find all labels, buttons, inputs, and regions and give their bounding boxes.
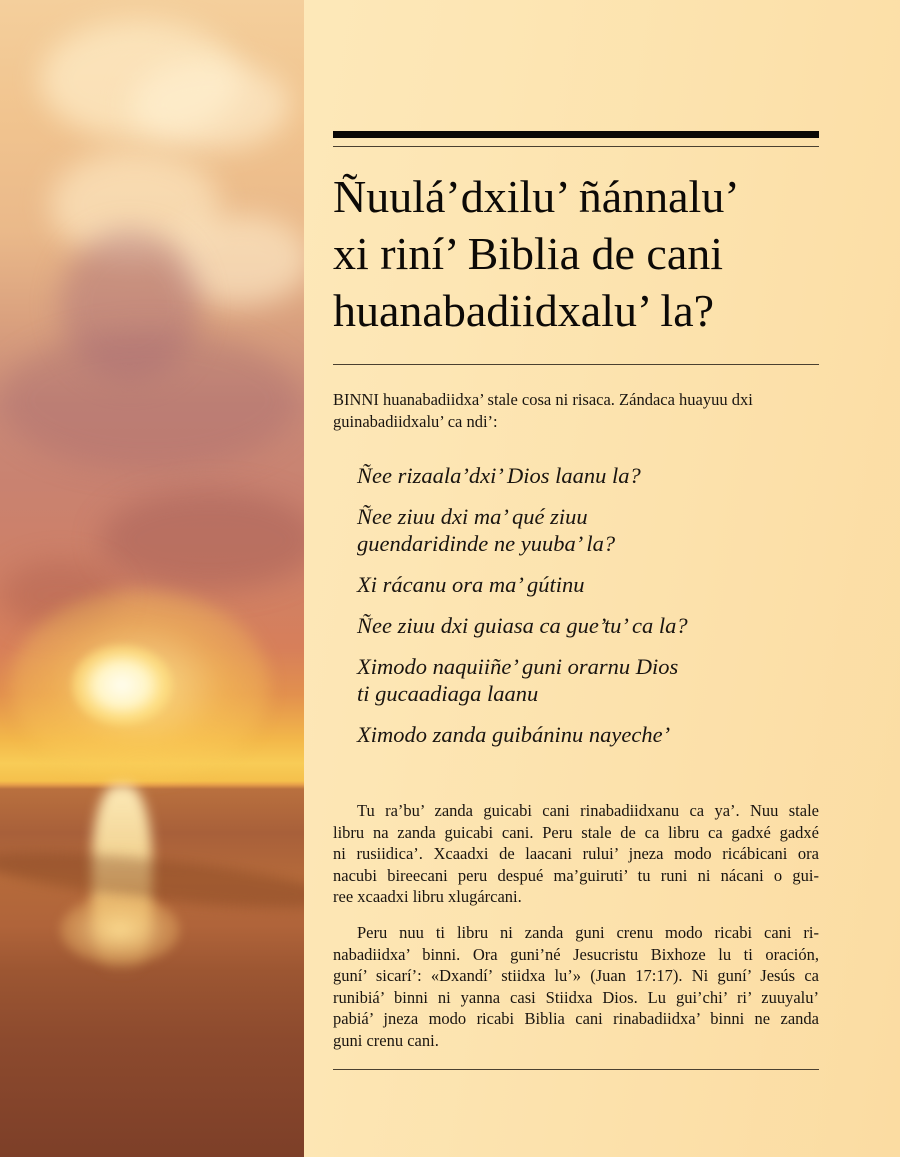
question-line: Xi rácanu ora ma’ gútinu	[357, 572, 585, 597]
question-item	[357, 503, 797, 557]
paragraph-line: nabadiidxa’ binni. Ora guni’né Jesucristu Bixhoze lu ti oración,	[333, 944, 819, 964]
question-line: Ñee ziuu dxi ma’ qué ziuu	[357, 504, 588, 529]
paragraph-line: nacubi bireecani peru despué ma’guiruti’ tu runi ni nácani o gui-	[333, 865, 819, 885]
paragraph-line: Tu ra’bu’ zanda guicabi cani rinabadiidxanu ca ya’. Nuu stale	[357, 801, 819, 820]
intro-line: BINNI huanabadiidxa’ stale cosa ni risaca. Zándaca huayuu dxi	[333, 390, 753, 409]
page-title	[333, 168, 819, 339]
title-line: xi riní’ Biblia de cani	[333, 228, 724, 279]
title-line: Ñuulá’dxilu’ ñánnalu’	[333, 171, 740, 222]
paragraph-line: guní’ sicarí’: «Dxandí’ stiidxa lu’» (Juan 17:17). Ni guní’ Jesús ca	[333, 966, 819, 985]
question-line: Ñee rizaala’dxi’ Dios laanu la?	[357, 463, 641, 488]
paragraph-line: runibiá’ binni ni yanna casi Stiidxa Dios. Lu gui’chi’ ri’ zuuyalu’	[333, 987, 819, 1007]
body-paragraph-2	[333, 922, 819, 1051]
intro-line: guinabadiidxalu’ ca ndi’:	[333, 411, 498, 431]
question-line: Ñee ziuu dxi guiasa ca gue’tu’ ca la?	[357, 613, 688, 638]
paragraph-line: Peru nuu ti libru ni zanda guni crenu modo ricabi cani ri-	[357, 923, 819, 942]
question-line: Ximodo naquiiñe’ guni orarnu Dios	[357, 654, 679, 679]
question-item	[357, 571, 797, 598]
paragraph-line: ree xcaadxi libru xlugárcani.	[333, 887, 522, 906]
sunset-photo	[0, 0, 304, 1157]
cloud-dark	[0, 330, 300, 470]
question-item	[357, 653, 797, 707]
paragraph-line: ni rusiidica’. Xcaadxi de laacani rului’ jneza modo ricábicani ora	[333, 844, 819, 863]
question-line: Ximodo zanda guibáninu nayeche’	[357, 722, 671, 747]
top-thin-rule	[333, 146, 819, 147]
question-line: guendaridinde ne yuuba’ la?	[357, 531, 616, 556]
question-line: ti gucaadiaga laanu	[357, 681, 539, 706]
paragraph-line: guni crenu cani.	[333, 1030, 439, 1050]
paragraph-line: pabiá’ jneza modo ricabi Biblia cani rinabadiidxa’ binni ne zanda	[333, 1009, 819, 1028]
paragraph-line: libru na zanda guicabi cani. Peru stale de ca libru ca gadxé gadxé	[333, 822, 819, 842]
cloud-dark	[100, 490, 304, 590]
title-line: huanabadiidxalu’ la?	[333, 285, 715, 336]
top-thick-rule	[333, 131, 819, 138]
question-list	[357, 462, 797, 762]
bottom-rule	[333, 1069, 819, 1070]
question-item	[357, 462, 797, 489]
sun	[72, 645, 172, 725]
wet-sand-reflection	[60, 895, 180, 965]
question-item	[357, 721, 797, 748]
title-bottom-rule	[333, 364, 819, 365]
question-item	[357, 612, 797, 639]
body-paragraph-1	[333, 800, 819, 908]
intro-paragraph	[333, 389, 819, 432]
cloud-highlight	[130, 60, 290, 150]
